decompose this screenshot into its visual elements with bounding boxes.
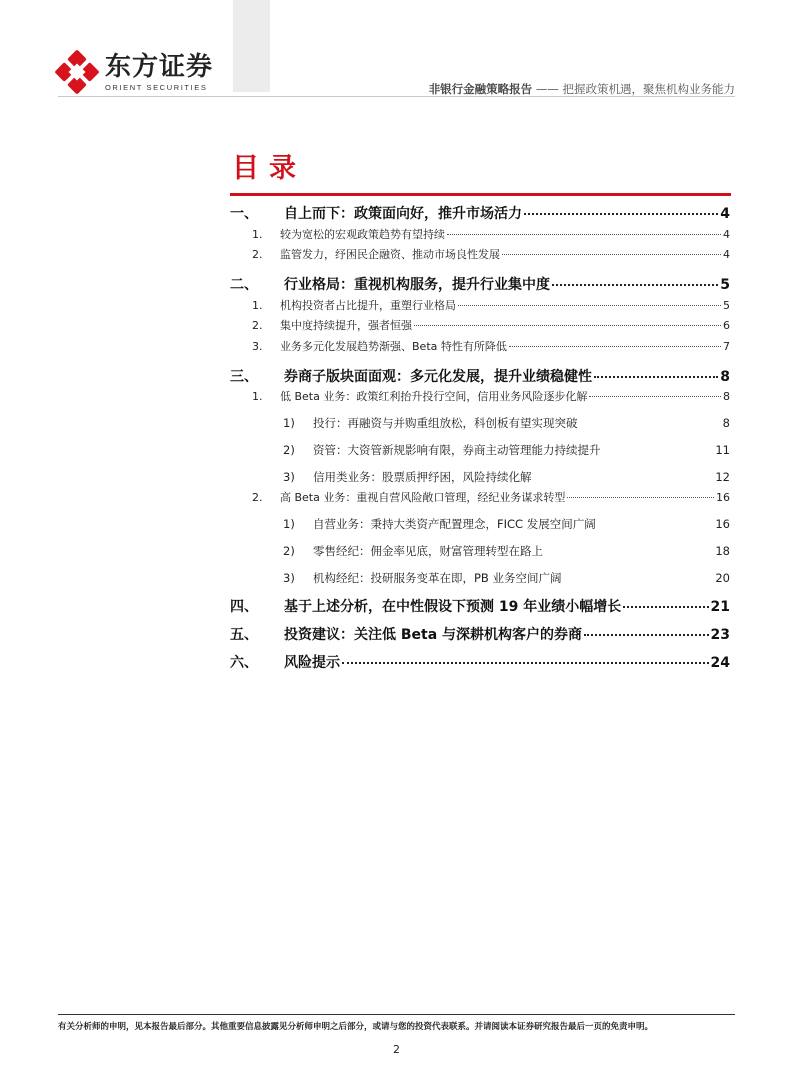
toc-item-title: 机构投资者占比提升，重塑行业格局 xyxy=(280,299,456,312)
toc-page-number: 5 xyxy=(723,299,730,312)
toc-section-4[interactable] xyxy=(230,596,730,616)
toc-item-number: 1. xyxy=(252,299,263,312)
toc-section-1[interactable] xyxy=(230,203,730,223)
toc-subitem-3-1-1[interactable] xyxy=(230,415,730,431)
report-type: 非银行金融策略报告 xyxy=(428,82,533,96)
toc-section-title: 行业格局：重视机构服务，提升行业集中度 xyxy=(284,277,550,293)
toc-item-number: 1. xyxy=(252,390,263,403)
footer-disclaimer: 有关分析师的申明，见本报告最后部分。其他重要信息披露见分析师申明之后部分，或请与您的投资代表联系。并请阅读本证券研究报告最后一页的免责申明。 xyxy=(58,1022,654,1032)
footer-divider xyxy=(58,1014,735,1015)
toc-item-2-2[interactable] xyxy=(230,317,730,333)
toc-page-number: 23 xyxy=(710,627,730,643)
toc-leader-dots xyxy=(458,305,721,306)
toc-subitem-number: 2) xyxy=(283,544,295,558)
toc-page-number: 24 xyxy=(710,655,730,671)
toc-subitem-3-1-3[interactable] xyxy=(230,469,730,485)
toc-subitem-number: 3) xyxy=(283,571,295,585)
toc-section-number: 三、 xyxy=(230,369,258,385)
header-gray-band xyxy=(233,0,270,92)
toc-title: 目录 xyxy=(232,153,306,184)
toc-leader-dots xyxy=(414,325,721,326)
toc-subitem-title: 自营业务：秉持大类资产配置理念，FICC 发展空间广阔 xyxy=(313,517,596,531)
toc-leader-dots xyxy=(552,284,718,286)
toc-subitem-3-1-2[interactable] xyxy=(230,442,730,458)
toc-subitem-3-2-3[interactable] xyxy=(230,570,730,586)
toc-leader-dots xyxy=(589,396,721,397)
toc-leader-dots xyxy=(567,497,714,498)
toc-page-number: 12 xyxy=(715,470,730,484)
toc-section-3[interactable] xyxy=(230,366,730,386)
report-header-title xyxy=(429,81,735,97)
toc-page-number: 4 xyxy=(720,206,730,222)
toc-page-number: 21 xyxy=(710,599,730,615)
toc-leader-dots xyxy=(584,634,708,636)
toc-section-number: 二、 xyxy=(230,277,258,293)
toc-item-2-3[interactable] xyxy=(230,338,730,354)
toc-subitem-title: 信用类业务：股票质押纾困，风险持续化解 xyxy=(313,470,532,484)
toc-subitem-number: 1) xyxy=(283,416,295,430)
brand-logo xyxy=(55,50,213,94)
brand-name-en: ORIENT SECURITIES xyxy=(105,82,208,92)
toc-subitem-3-2-2[interactable] xyxy=(230,543,730,559)
toc-page-number: 4 xyxy=(723,248,730,261)
toc-page-number: 8 xyxy=(723,390,730,403)
report-subtitle: —— 把握政策机遇，聚焦机构业务能力 xyxy=(532,82,735,96)
toc-subitem-number: 1) xyxy=(283,517,295,531)
orient-logo-icon xyxy=(55,50,99,94)
toc-page-number: 5 xyxy=(720,277,730,293)
toc-page-number: 11 xyxy=(715,443,730,457)
toc-page-number: 18 xyxy=(715,544,730,558)
toc-item-title: 业务多元化发展趋势渐强、Beta 特性有所降低 xyxy=(280,340,507,353)
toc-item-title: 低 Beta 业务：政策红利抬升投行空间，信用业务风险逐步化解 xyxy=(280,390,588,403)
toc-section-number: 一、 xyxy=(230,206,258,222)
toc-item-number: 1. xyxy=(252,228,263,241)
toc-subitem-number: 2) xyxy=(283,443,295,457)
toc-page-number: 7 xyxy=(723,340,730,353)
toc-section-2[interactable] xyxy=(230,274,730,294)
toc-page-number: 8 xyxy=(720,369,730,385)
toc-page-number: 4 xyxy=(723,228,730,241)
page-number: 2 xyxy=(393,1043,400,1056)
toc-leader-dots xyxy=(623,606,708,608)
toc-section-5[interactable] xyxy=(230,624,730,644)
toc-section-number: 六、 xyxy=(230,655,258,671)
toc-leader-dots xyxy=(509,346,721,347)
toc-leader-dots xyxy=(502,254,721,255)
toc-section-title: 投资建议：关注低 Beta 与深耕机构客户的券商 xyxy=(284,627,583,643)
toc-page-number: 20 xyxy=(715,571,730,585)
toc-title-rule xyxy=(230,193,731,196)
toc-leader-dots xyxy=(524,213,718,215)
toc-item-title: 高 Beta 业务：重视自营风险敞口管理，经纪业务谋求转型 xyxy=(280,491,566,504)
toc-item-1-2[interactable] xyxy=(230,246,730,262)
toc-page-number: 8 xyxy=(722,416,730,430)
toc-leader-dots xyxy=(594,376,718,378)
toc-item-2-1[interactable] xyxy=(230,297,730,313)
toc-item-3-2[interactable] xyxy=(230,489,730,505)
toc-item-title: 较为宽松的宏观政策趋势有望持续 xyxy=(280,228,445,241)
toc-subitem-number: 3) xyxy=(283,470,295,484)
toc-section-number: 五、 xyxy=(230,627,258,643)
toc-leader-dots xyxy=(342,662,709,664)
toc-page-number: 6 xyxy=(723,319,730,332)
toc-subitem-title: 资管：大资管新规影响有限，券商主动管理能力持续提升 xyxy=(313,443,601,457)
toc-item-number: 2. xyxy=(252,248,263,261)
toc-subitem-3-2-1[interactable] xyxy=(230,516,730,532)
toc-section-title: 券商子版块面面观：多元化发展，提升业绩稳健性 xyxy=(284,369,592,385)
toc-section-title: 自上而下：政策面向好，推升市场活力 xyxy=(284,206,522,222)
toc-subitem-title: 机构经纪：投研服务变革在即，PB 业务空间广阔 xyxy=(313,571,562,585)
toc-page-number: 16 xyxy=(715,517,730,531)
toc-section-title: 基于上述分析，在中性假设下预测 19 年业绩小幅增长 xyxy=(284,599,622,615)
toc-section-title: 风险提示 xyxy=(284,655,340,671)
toc-item-number: 3. xyxy=(252,340,263,353)
toc-section-number: 四、 xyxy=(230,599,258,615)
toc-item-title: 集中度持续提升，强者恒强 xyxy=(280,319,412,332)
toc-item-title: 监管发力，纾困民企融资、推动市场良性发展 xyxy=(280,248,500,261)
brand-name-cn: 东方证券 xyxy=(105,51,214,82)
header-divider xyxy=(58,96,735,97)
toc-item-number: 2. xyxy=(252,319,263,332)
toc-subitem-title: 投行：再融资与并购重组放松，科创板有望实现突破 xyxy=(313,416,578,430)
toc-section-6[interactable] xyxy=(230,652,730,672)
toc-page-number: 16 xyxy=(716,491,730,504)
toc-item-1-1[interactable] xyxy=(230,226,730,242)
toc-item-number: 2. xyxy=(252,491,263,504)
toc-subitem-title: 零售经纪：佣金率见底，财富管理转型在路上 xyxy=(313,544,543,558)
toc-leader-dots xyxy=(447,234,721,235)
toc-item-3-1[interactable] xyxy=(230,388,730,404)
